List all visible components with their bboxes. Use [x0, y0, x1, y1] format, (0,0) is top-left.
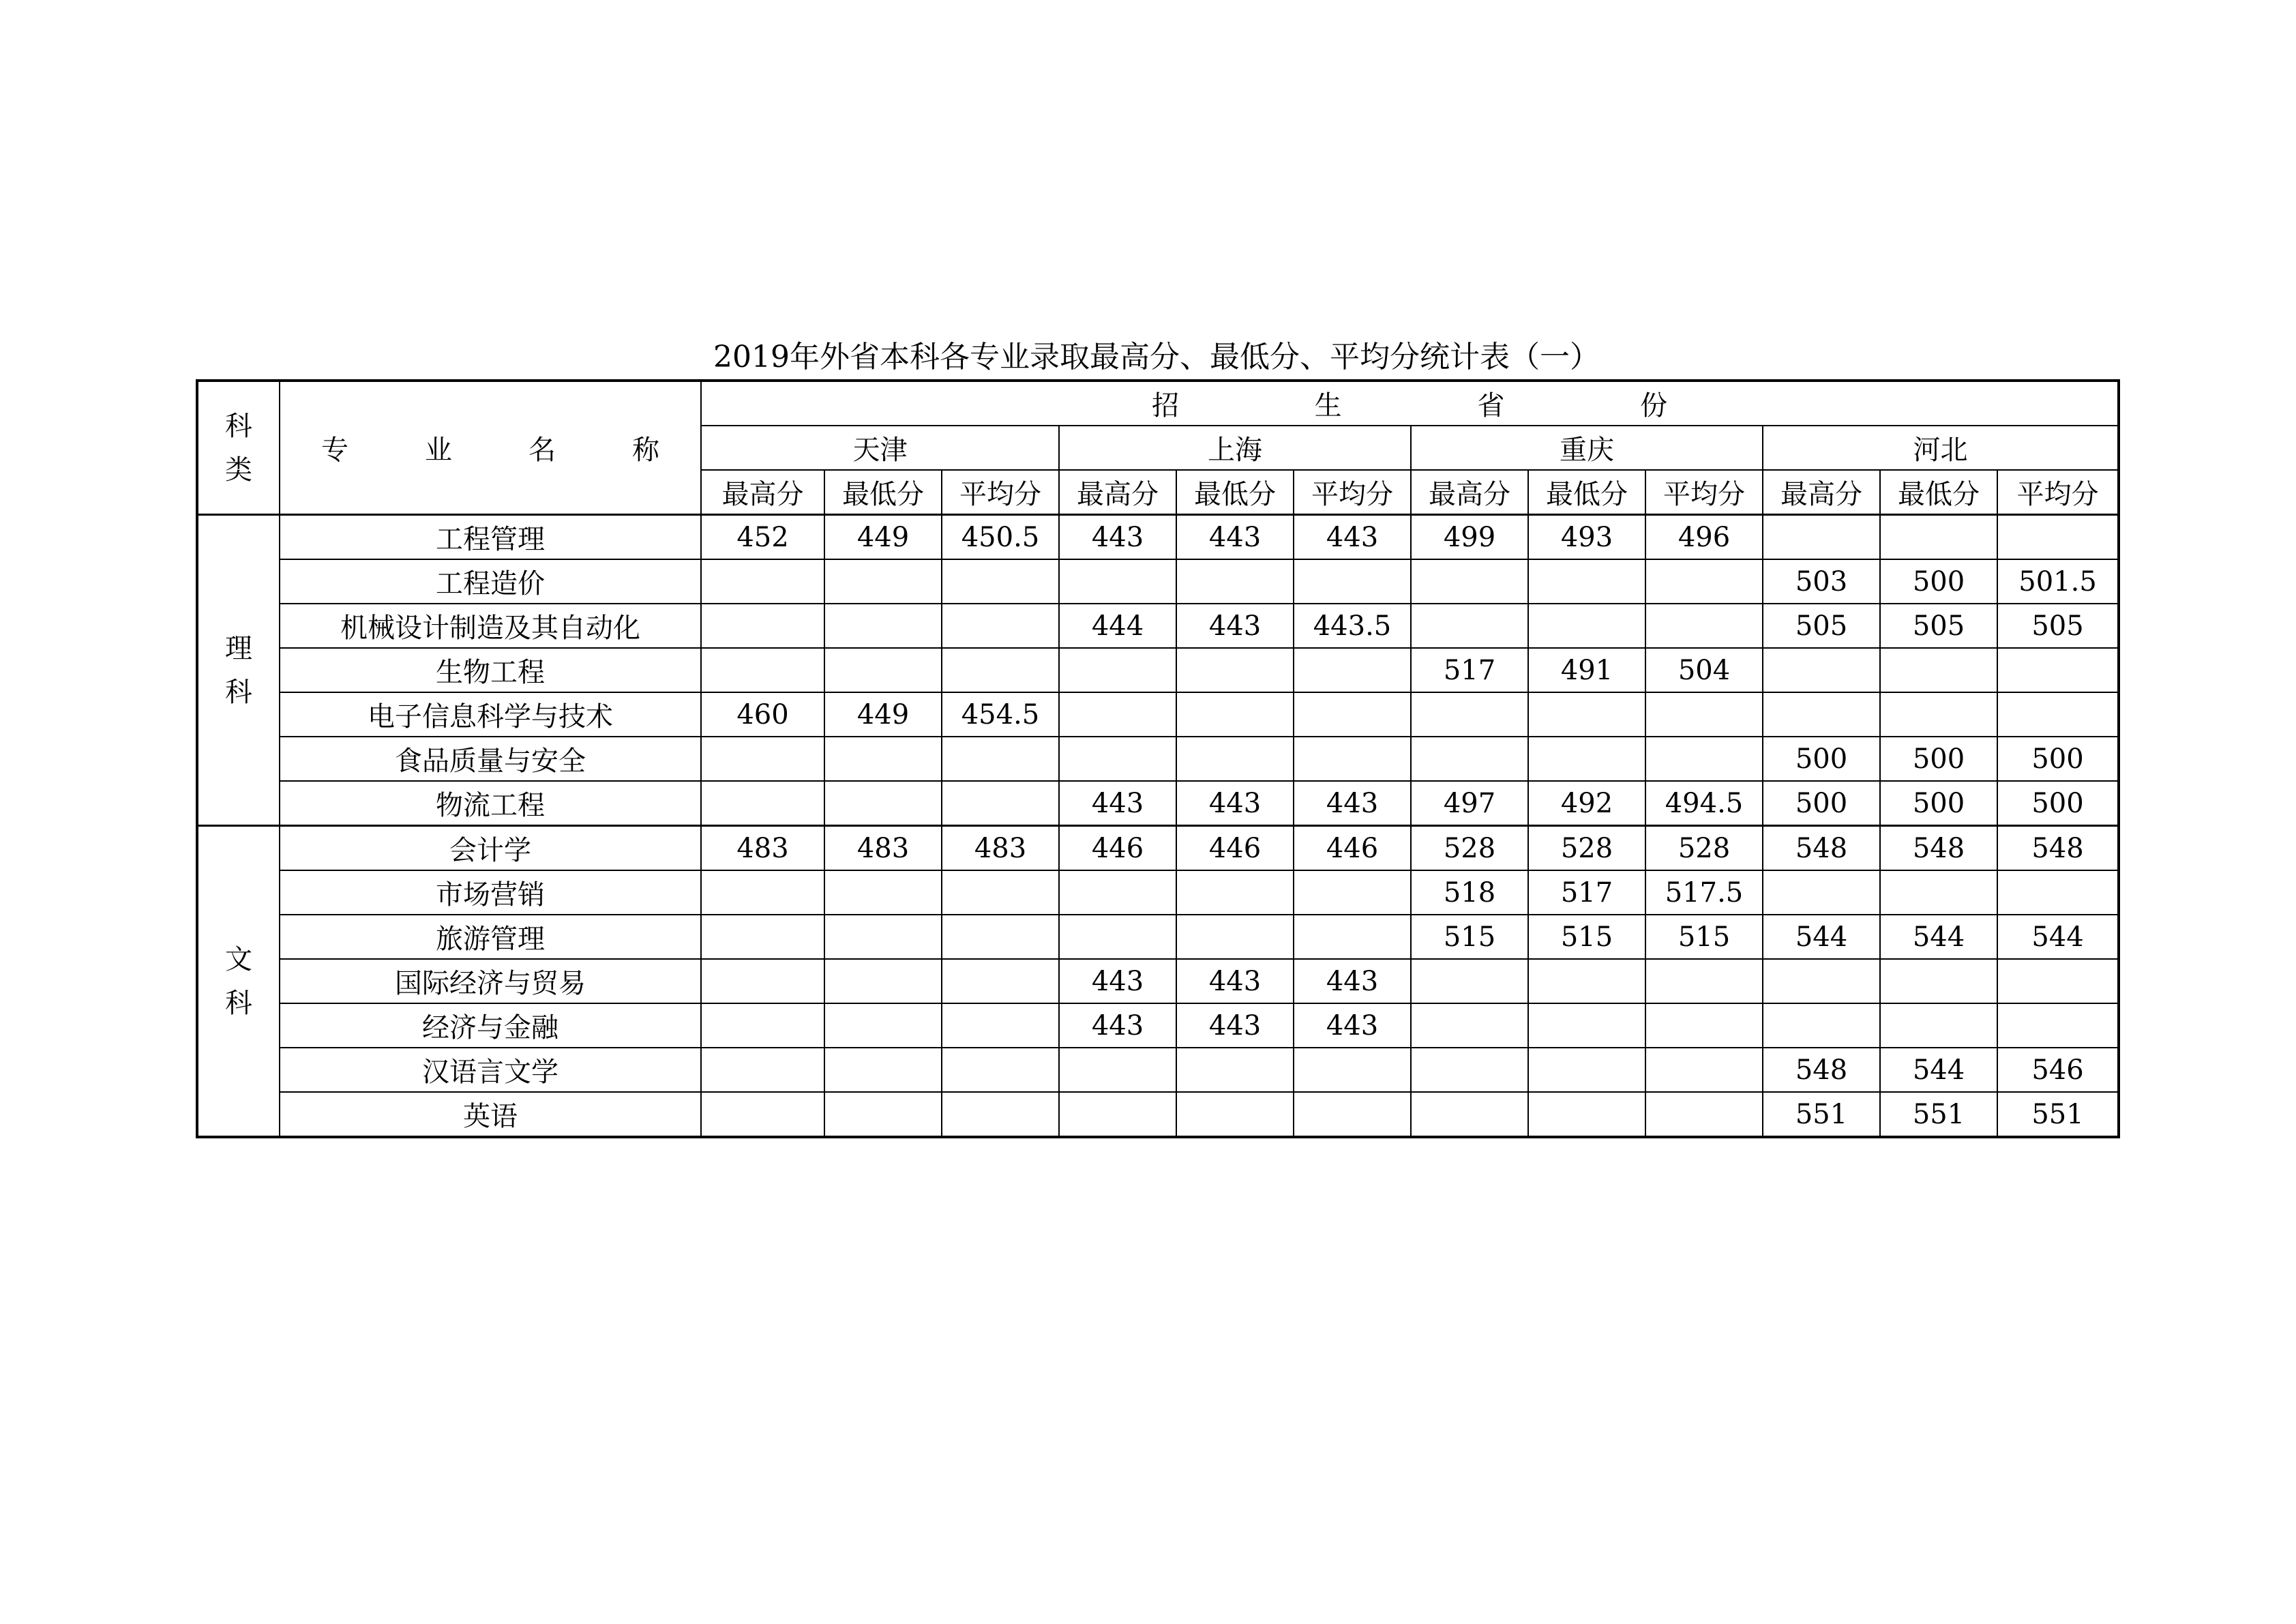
- score-cell: 496: [1645, 515, 1763, 560]
- score-cell: [1294, 915, 1411, 959]
- score-cell: 449: [824, 515, 942, 560]
- score-cell: 501.5: [1997, 559, 2119, 604]
- score-cell: [1411, 1092, 1528, 1137]
- table-row: [197, 1048, 2119, 1092]
- major-name-cell: 机械设计制造及其自动化: [280, 604, 701, 648]
- score-cell: [824, 1092, 942, 1137]
- score-cell: [1528, 959, 1645, 1003]
- score-cell: 460: [701, 692, 824, 737]
- score-cell: 494.5: [1645, 781, 1763, 826]
- score-cell: [942, 870, 1059, 915]
- major-name-cell: 工程造价: [280, 559, 701, 604]
- score-cell: [942, 781, 1059, 826]
- score-cell: 505: [1880, 604, 1997, 648]
- score-cell: [1880, 959, 1997, 1003]
- score-cell: [1645, 1048, 1763, 1092]
- score-cell: 528: [1645, 826, 1763, 871]
- metric-header: 最高分: [1411, 470, 1528, 515]
- score-cell: [824, 781, 942, 826]
- score-cell: [1294, 1092, 1411, 1137]
- score-cell: 449: [824, 692, 942, 737]
- score-cell: [1645, 1003, 1763, 1048]
- score-cell: [1528, 1092, 1645, 1137]
- major-name-cell: 电子信息科学与技术: [280, 692, 701, 737]
- major-name-cell: 国际经济与贸易: [280, 959, 701, 1003]
- score-cell: 446: [1294, 826, 1411, 871]
- category-header-label: 科类: [225, 410, 252, 486]
- table-row: [197, 515, 2119, 560]
- score-cell: [1176, 737, 1294, 781]
- score-cell: 528: [1411, 826, 1528, 871]
- score-cell: [701, 1048, 824, 1092]
- table-row: [197, 692, 2119, 737]
- table-row: [197, 604, 2119, 648]
- major-name-cell: 市场营销: [280, 870, 701, 915]
- score-cell: [824, 1048, 942, 1092]
- metric-header: 最高分: [1059, 470, 1176, 515]
- provinces-group-label: 招生省份: [1152, 390, 1668, 422]
- score-cell: 548: [1763, 826, 1880, 871]
- table-row: [197, 559, 2119, 604]
- score-cell: [824, 959, 942, 1003]
- admission-score-table: [196, 379, 2120, 1138]
- score-cell: [1645, 737, 1763, 781]
- score-cell: [1763, 870, 1880, 915]
- score-cell: 443: [1294, 515, 1411, 560]
- score-cell: [1880, 1003, 1997, 1048]
- score-cell: 551: [1997, 1092, 2119, 1137]
- score-cell: 443.5: [1294, 604, 1411, 648]
- score-cell: [701, 604, 824, 648]
- score-cell: 443: [1176, 1003, 1294, 1048]
- score-cell: 493: [1528, 515, 1645, 560]
- score-cell: [1059, 559, 1176, 604]
- score-cell: [1294, 559, 1411, 604]
- score-cell: 544: [1997, 915, 2119, 959]
- major-name-cell: 英语: [280, 1092, 701, 1137]
- score-cell: 548: [1880, 826, 1997, 871]
- score-cell: 544: [1763, 915, 1880, 959]
- score-cell: 443: [1059, 515, 1176, 560]
- score-cell: [1645, 959, 1763, 1003]
- score-cell: 443: [1176, 515, 1294, 560]
- score-cell: [824, 648, 942, 692]
- metric-header: 平均分: [942, 470, 1059, 515]
- score-cell: [701, 870, 824, 915]
- score-cell: 454.5: [942, 692, 1059, 737]
- score-cell: 500: [1880, 737, 1997, 781]
- table-row: [197, 870, 2119, 915]
- score-cell: 504: [1645, 648, 1763, 692]
- major-name-cell: 生物工程: [280, 648, 701, 692]
- score-cell: 452: [701, 515, 824, 560]
- score-cell: [942, 1092, 1059, 1137]
- score-cell: 491: [1528, 648, 1645, 692]
- score-cell: [1176, 648, 1294, 692]
- score-cell: [1880, 692, 1997, 737]
- score-cell: [701, 648, 824, 692]
- score-cell: [1645, 692, 1763, 737]
- score-cell: [942, 915, 1059, 959]
- score-cell: 499: [1411, 515, 1528, 560]
- score-cell: 544: [1880, 915, 1997, 959]
- table-row: [197, 648, 2119, 692]
- score-cell: [942, 1048, 1059, 1092]
- score-cell: [942, 1003, 1059, 1048]
- score-cell: [1528, 559, 1645, 604]
- score-cell: [1176, 1048, 1294, 1092]
- score-cell: 443: [1059, 1003, 1176, 1048]
- score-cell: 483: [701, 826, 824, 871]
- score-cell: [1880, 515, 1997, 560]
- score-cell: 443: [1176, 604, 1294, 648]
- category-cell: [197, 515, 280, 826]
- major-name-cell: 汉语言文学: [280, 1048, 701, 1092]
- province-header-hebei: 河北: [1763, 426, 2119, 470]
- score-cell: 446: [1059, 826, 1176, 871]
- score-cell: 500: [1997, 781, 2119, 826]
- score-cell: 500: [1763, 781, 1880, 826]
- score-cell: 503: [1763, 559, 1880, 604]
- score-cell: [824, 1003, 942, 1048]
- score-cell: [824, 915, 942, 959]
- score-cell: 515: [1411, 915, 1528, 959]
- score-cell: [701, 559, 824, 604]
- score-cell: [701, 915, 824, 959]
- major-name-cell: 会计学: [280, 826, 701, 871]
- score-cell: [1294, 737, 1411, 781]
- table-row: [197, 826, 2119, 871]
- score-cell: 548: [1763, 1048, 1880, 1092]
- score-cell: [1528, 1048, 1645, 1092]
- metric-header: 最高分: [701, 470, 824, 515]
- score-cell: 517: [1528, 870, 1645, 915]
- score-cell: 515: [1645, 915, 1763, 959]
- score-cell: 551: [1763, 1092, 1880, 1137]
- province-header-tianjin: 天津: [701, 426, 1059, 470]
- score-cell: 443: [1176, 959, 1294, 1003]
- score-cell: 443: [1059, 959, 1176, 1003]
- score-cell: [1059, 1092, 1176, 1137]
- score-cell: 492: [1528, 781, 1645, 826]
- score-cell: [701, 737, 824, 781]
- score-cell: 497: [1411, 781, 1528, 826]
- score-cell: [1294, 692, 1411, 737]
- major-header: [280, 381, 701, 515]
- score-cell: 517.5: [1645, 870, 1763, 915]
- score-cell: [1411, 959, 1528, 1003]
- score-cell: [1059, 648, 1176, 692]
- score-cell: [1880, 870, 1997, 915]
- score-cell: 500: [1880, 559, 1997, 604]
- score-cell: [1763, 1003, 1880, 1048]
- score-cell: 505: [1997, 604, 2119, 648]
- score-cell: 551: [1880, 1092, 1997, 1137]
- score-cell: [1059, 870, 1176, 915]
- category-header: [197, 381, 280, 515]
- table-row: [197, 781, 2119, 826]
- page-title: 2019年外省本科各专业录取最高分、最低分、平均分统计表（一）: [713, 340, 1600, 374]
- score-cell: 515: [1528, 915, 1645, 959]
- score-cell: [1059, 915, 1176, 959]
- table-row: [197, 959, 2119, 1003]
- score-cell: [1880, 648, 1997, 692]
- table-row: [197, 1003, 2119, 1048]
- score-cell: [824, 870, 942, 915]
- score-cell: [1411, 1003, 1528, 1048]
- score-cell: [1411, 559, 1528, 604]
- score-cell: [824, 737, 942, 781]
- score-cell: [1411, 692, 1528, 737]
- score-cell: [1645, 1092, 1763, 1137]
- score-cell: [1059, 737, 1176, 781]
- metric-header: 最低分: [824, 470, 942, 515]
- score-cell: [1411, 604, 1528, 648]
- score-cell: 505: [1763, 604, 1880, 648]
- score-cell: [1176, 915, 1294, 959]
- major-name-cell: 物流工程: [280, 781, 701, 826]
- score-cell: [701, 959, 824, 1003]
- table-row: [197, 737, 2119, 781]
- score-cell: [1645, 604, 1763, 648]
- score-cell: [1176, 1092, 1294, 1137]
- score-cell: [1997, 959, 2119, 1003]
- score-cell: [1997, 692, 2119, 737]
- score-cell: [824, 559, 942, 604]
- score-cell: [942, 559, 1059, 604]
- score-cell: [1763, 648, 1880, 692]
- provinces-group-header: [701, 381, 2119, 426]
- score-cell: 483: [942, 826, 1059, 871]
- category-label: 理科: [225, 632, 252, 708]
- table-row: [197, 1092, 2119, 1137]
- score-cell: 443: [1294, 1003, 1411, 1048]
- score-cell: 483: [824, 826, 942, 871]
- score-cell: [701, 1003, 824, 1048]
- score-cell: [1176, 870, 1294, 915]
- major-name-cell: 旅游管理: [280, 915, 701, 959]
- score-cell: [942, 604, 1059, 648]
- score-cell: [1763, 959, 1880, 1003]
- metric-header: 最高分: [1763, 470, 1880, 515]
- table-row: [197, 915, 2119, 959]
- major-name-cell: 工程管理: [280, 515, 701, 560]
- metric-header: 最低分: [1528, 470, 1645, 515]
- score-cell: [824, 604, 942, 648]
- score-cell: 528: [1528, 826, 1645, 871]
- score-cell: 544: [1880, 1048, 1997, 1092]
- category-label: 文科: [225, 943, 252, 1019]
- province-header-shanghai: 上海: [1059, 426, 1411, 470]
- score-cell: 500: [1880, 781, 1997, 826]
- score-cell: [1997, 648, 2119, 692]
- province-header-chongqing: 重庆: [1411, 426, 1763, 470]
- score-cell: 443: [1294, 959, 1411, 1003]
- score-cell: [1411, 1048, 1528, 1092]
- metric-header: 最低分: [1176, 470, 1294, 515]
- metric-header: 平均分: [1645, 470, 1763, 515]
- score-cell: [1294, 648, 1411, 692]
- score-cell: [701, 781, 824, 826]
- score-cell: [1528, 1003, 1645, 1048]
- score-cell: 450.5: [942, 515, 1059, 560]
- score-cell: [942, 959, 1059, 1003]
- score-cell: [1294, 870, 1411, 915]
- score-cell: 446: [1176, 826, 1294, 871]
- score-cell: [1059, 1048, 1176, 1092]
- score-cell: 500: [1763, 737, 1880, 781]
- score-cell: [1411, 737, 1528, 781]
- metric-header: 平均分: [1294, 470, 1411, 515]
- score-cell: [1763, 515, 1880, 560]
- score-cell: 443: [1176, 781, 1294, 826]
- score-cell: 546: [1997, 1048, 2119, 1092]
- score-cell: [701, 1092, 824, 1137]
- score-cell: 444: [1059, 604, 1176, 648]
- score-cell: 518: [1411, 870, 1528, 915]
- score-cell: [1997, 870, 2119, 915]
- score-cell: [942, 648, 1059, 692]
- score-cell: [1997, 515, 2119, 560]
- score-cell: [1294, 1048, 1411, 1092]
- score-cell: 443: [1294, 781, 1411, 826]
- score-cell: [1176, 559, 1294, 604]
- score-cell: 443: [1059, 781, 1176, 826]
- score-cell: [1763, 692, 1880, 737]
- score-cell: [1997, 1003, 2119, 1048]
- score-cell: [1528, 737, 1645, 781]
- category-cell: [197, 826, 280, 1138]
- score-cell: [1528, 604, 1645, 648]
- score-cell: [1059, 692, 1176, 737]
- major-name-cell: 食品质量与安全: [280, 737, 701, 781]
- score-cell: [1645, 559, 1763, 604]
- major-name-cell: 经济与金融: [280, 1003, 701, 1048]
- score-cell: [1528, 692, 1645, 737]
- score-cell: 548: [1997, 826, 2119, 871]
- score-cell: [942, 737, 1059, 781]
- score-cell: 517: [1411, 648, 1528, 692]
- score-cell: [1176, 692, 1294, 737]
- score-cell: 500: [1997, 737, 2119, 781]
- metric-header: 平均分: [1997, 470, 2119, 515]
- metric-header: 最低分: [1880, 470, 1997, 515]
- major-header-label: 专业名称: [321, 434, 659, 466]
